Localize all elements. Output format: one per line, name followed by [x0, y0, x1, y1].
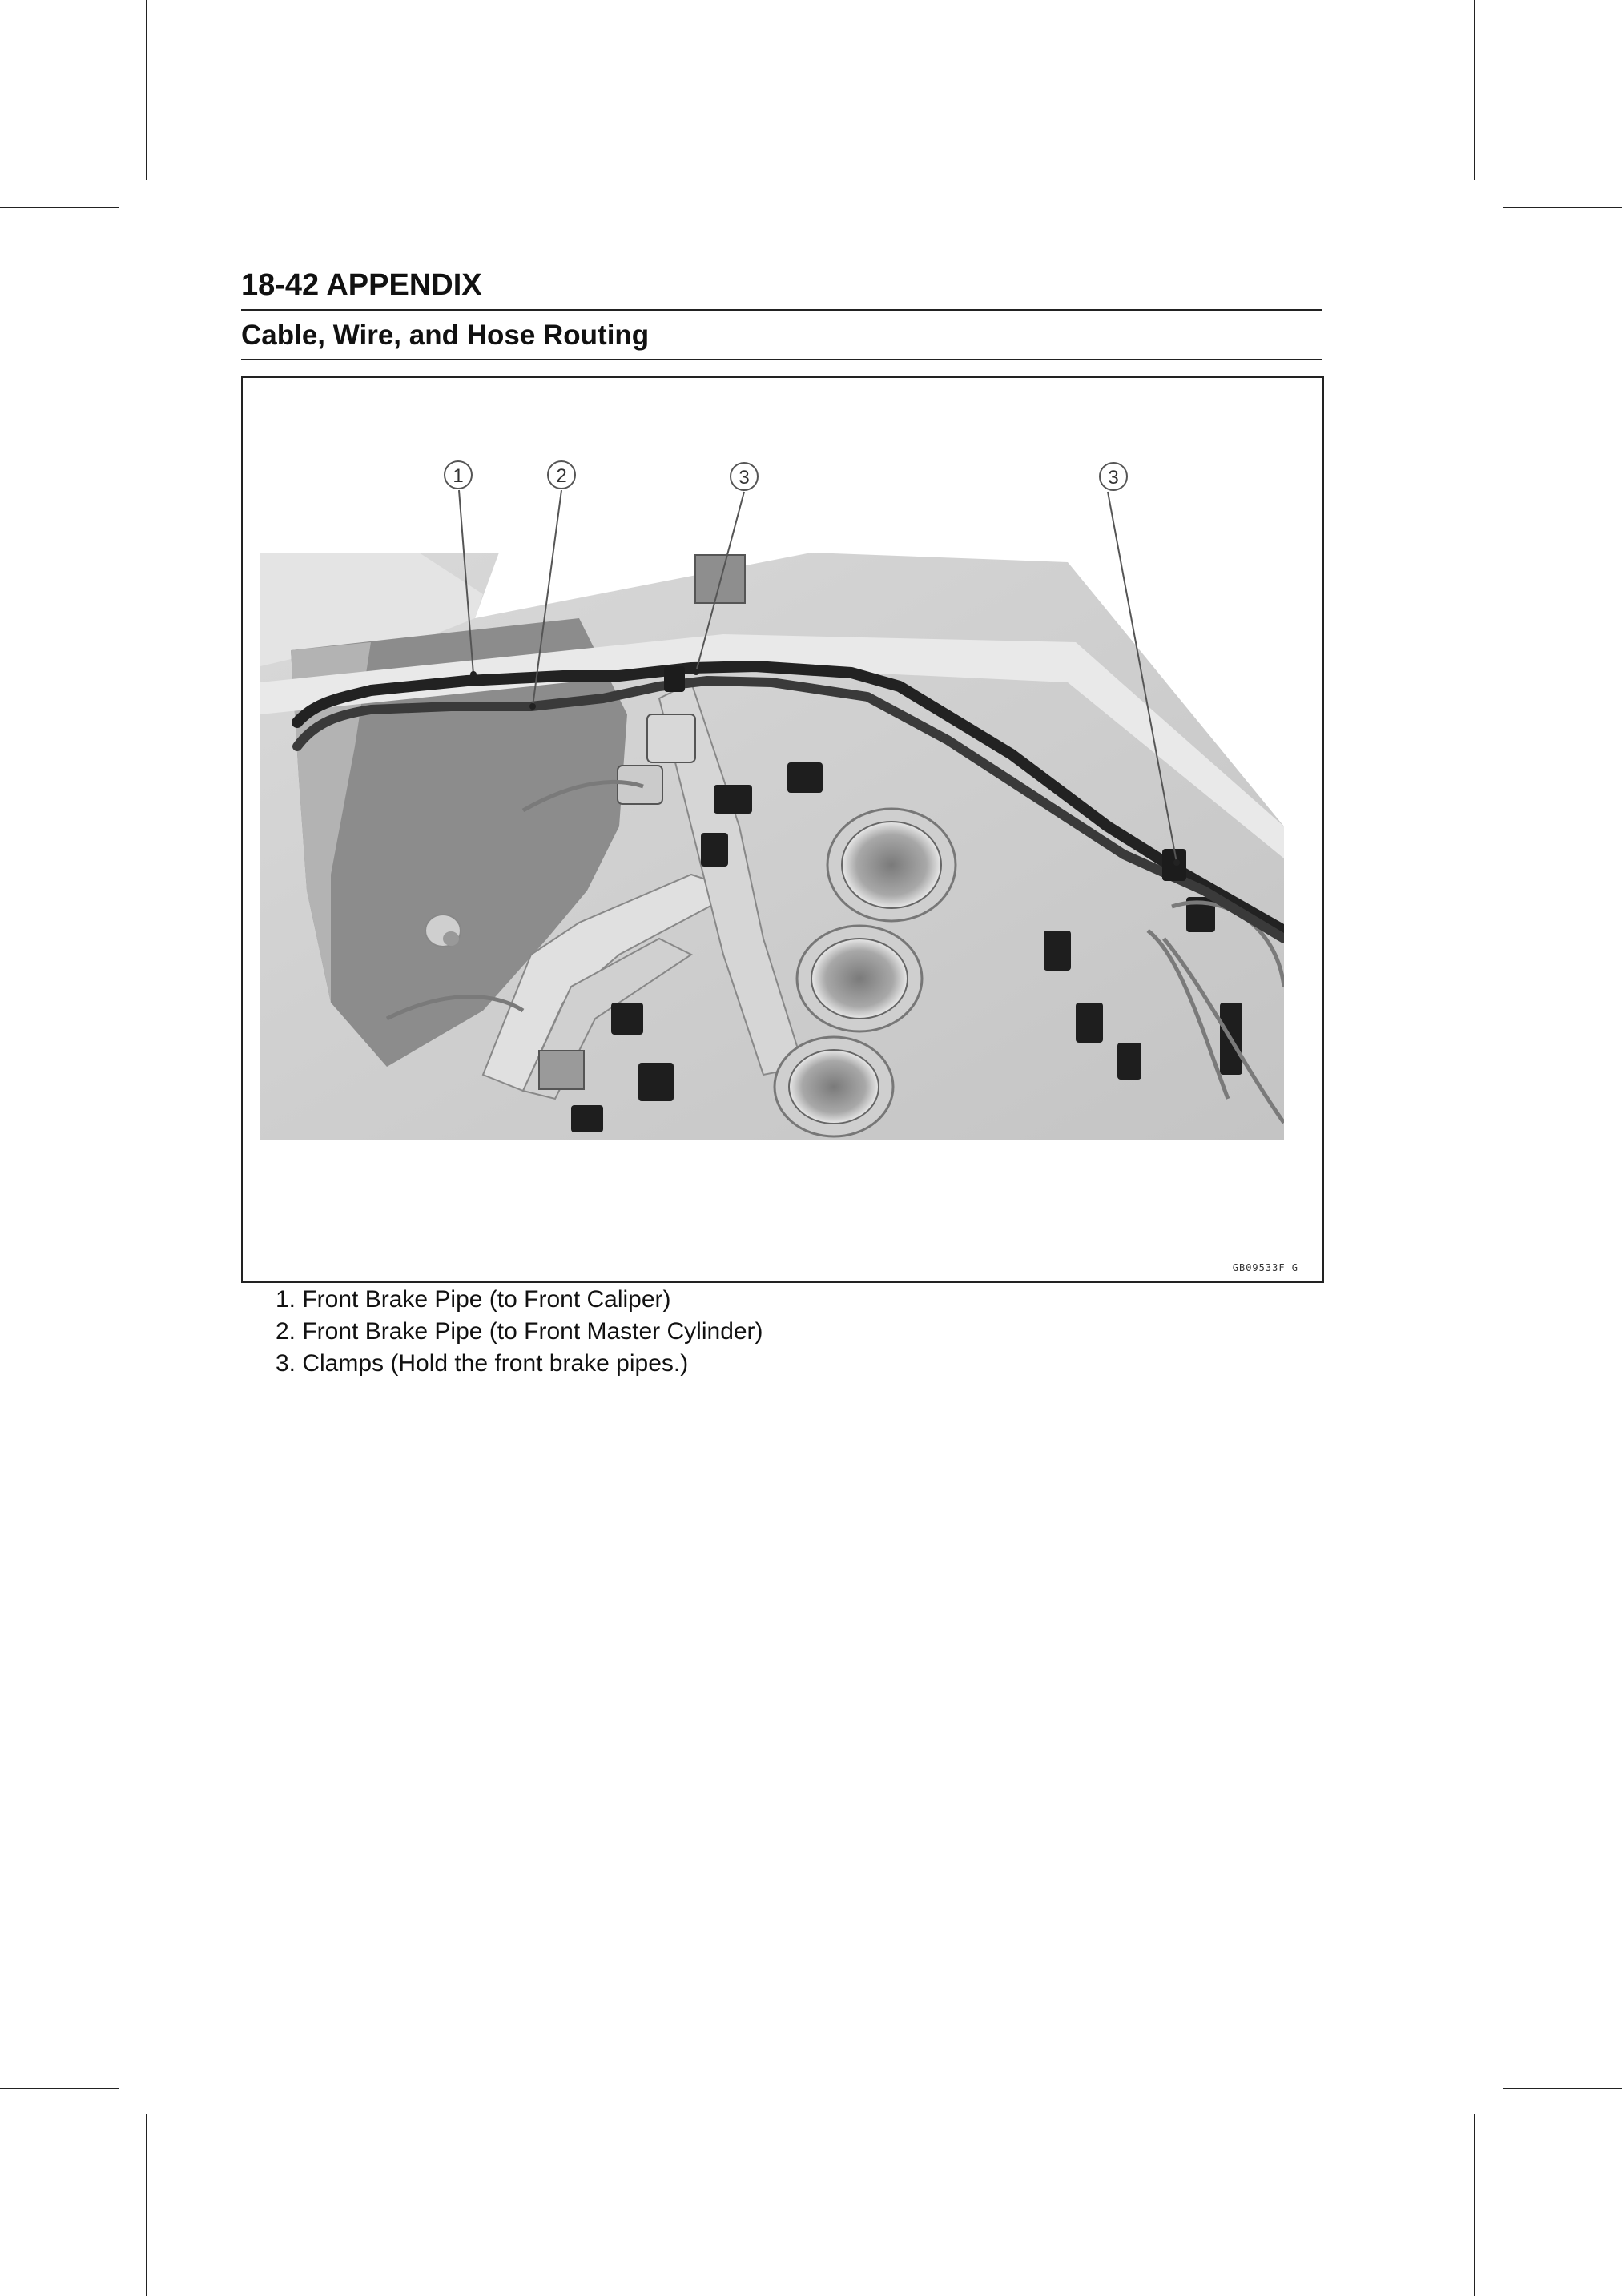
page-header [241, 266, 1322, 360]
callout-2-label: 2 [556, 465, 567, 487]
crop-mark-bottom-right-vertical [1474, 2114, 1475, 2296]
crop-mark-top-left-vertical [146, 0, 147, 180]
crop-mark-bottom-left-horizontal [0, 2088, 119, 2089]
engine-illustration [243, 378, 1322, 1281]
callout-3a-label: 3 [739, 467, 750, 489]
crop-mark-top-right-vertical [1474, 0, 1475, 180]
routing-figure [241, 376, 1324, 1283]
callout-1-label: 1 [453, 465, 464, 487]
section-title: Cable, Wire, and Hose Routing [241, 311, 1322, 360]
legend-item: 1. Front Brake Pipe (to Front Caliper) [276, 1286, 671, 1313]
legend-item: 3. Clamps (Hold the front brake pipes.) [276, 1350, 689, 1377]
crop-mark-bottom-right-horizontal [1503, 2088, 1622, 2089]
clamp-left [664, 666, 685, 692]
page-header-title: 18-42 APPENDIX [241, 266, 1322, 311]
callout-3b-label: 3 [1108, 467, 1119, 489]
crop-mark-top-left-horizontal [0, 207, 119, 208]
legend-item: 2. Front Brake Pipe (to Front Master Cylinder) [276, 1318, 763, 1345]
figure-legend [276, 1284, 763, 1380]
crop-mark-bottom-left-vertical [146, 2114, 147, 2296]
figure-code: GB09533F G [1232, 1262, 1298, 1273]
crop-mark-top-right-horizontal [1503, 207, 1622, 208]
